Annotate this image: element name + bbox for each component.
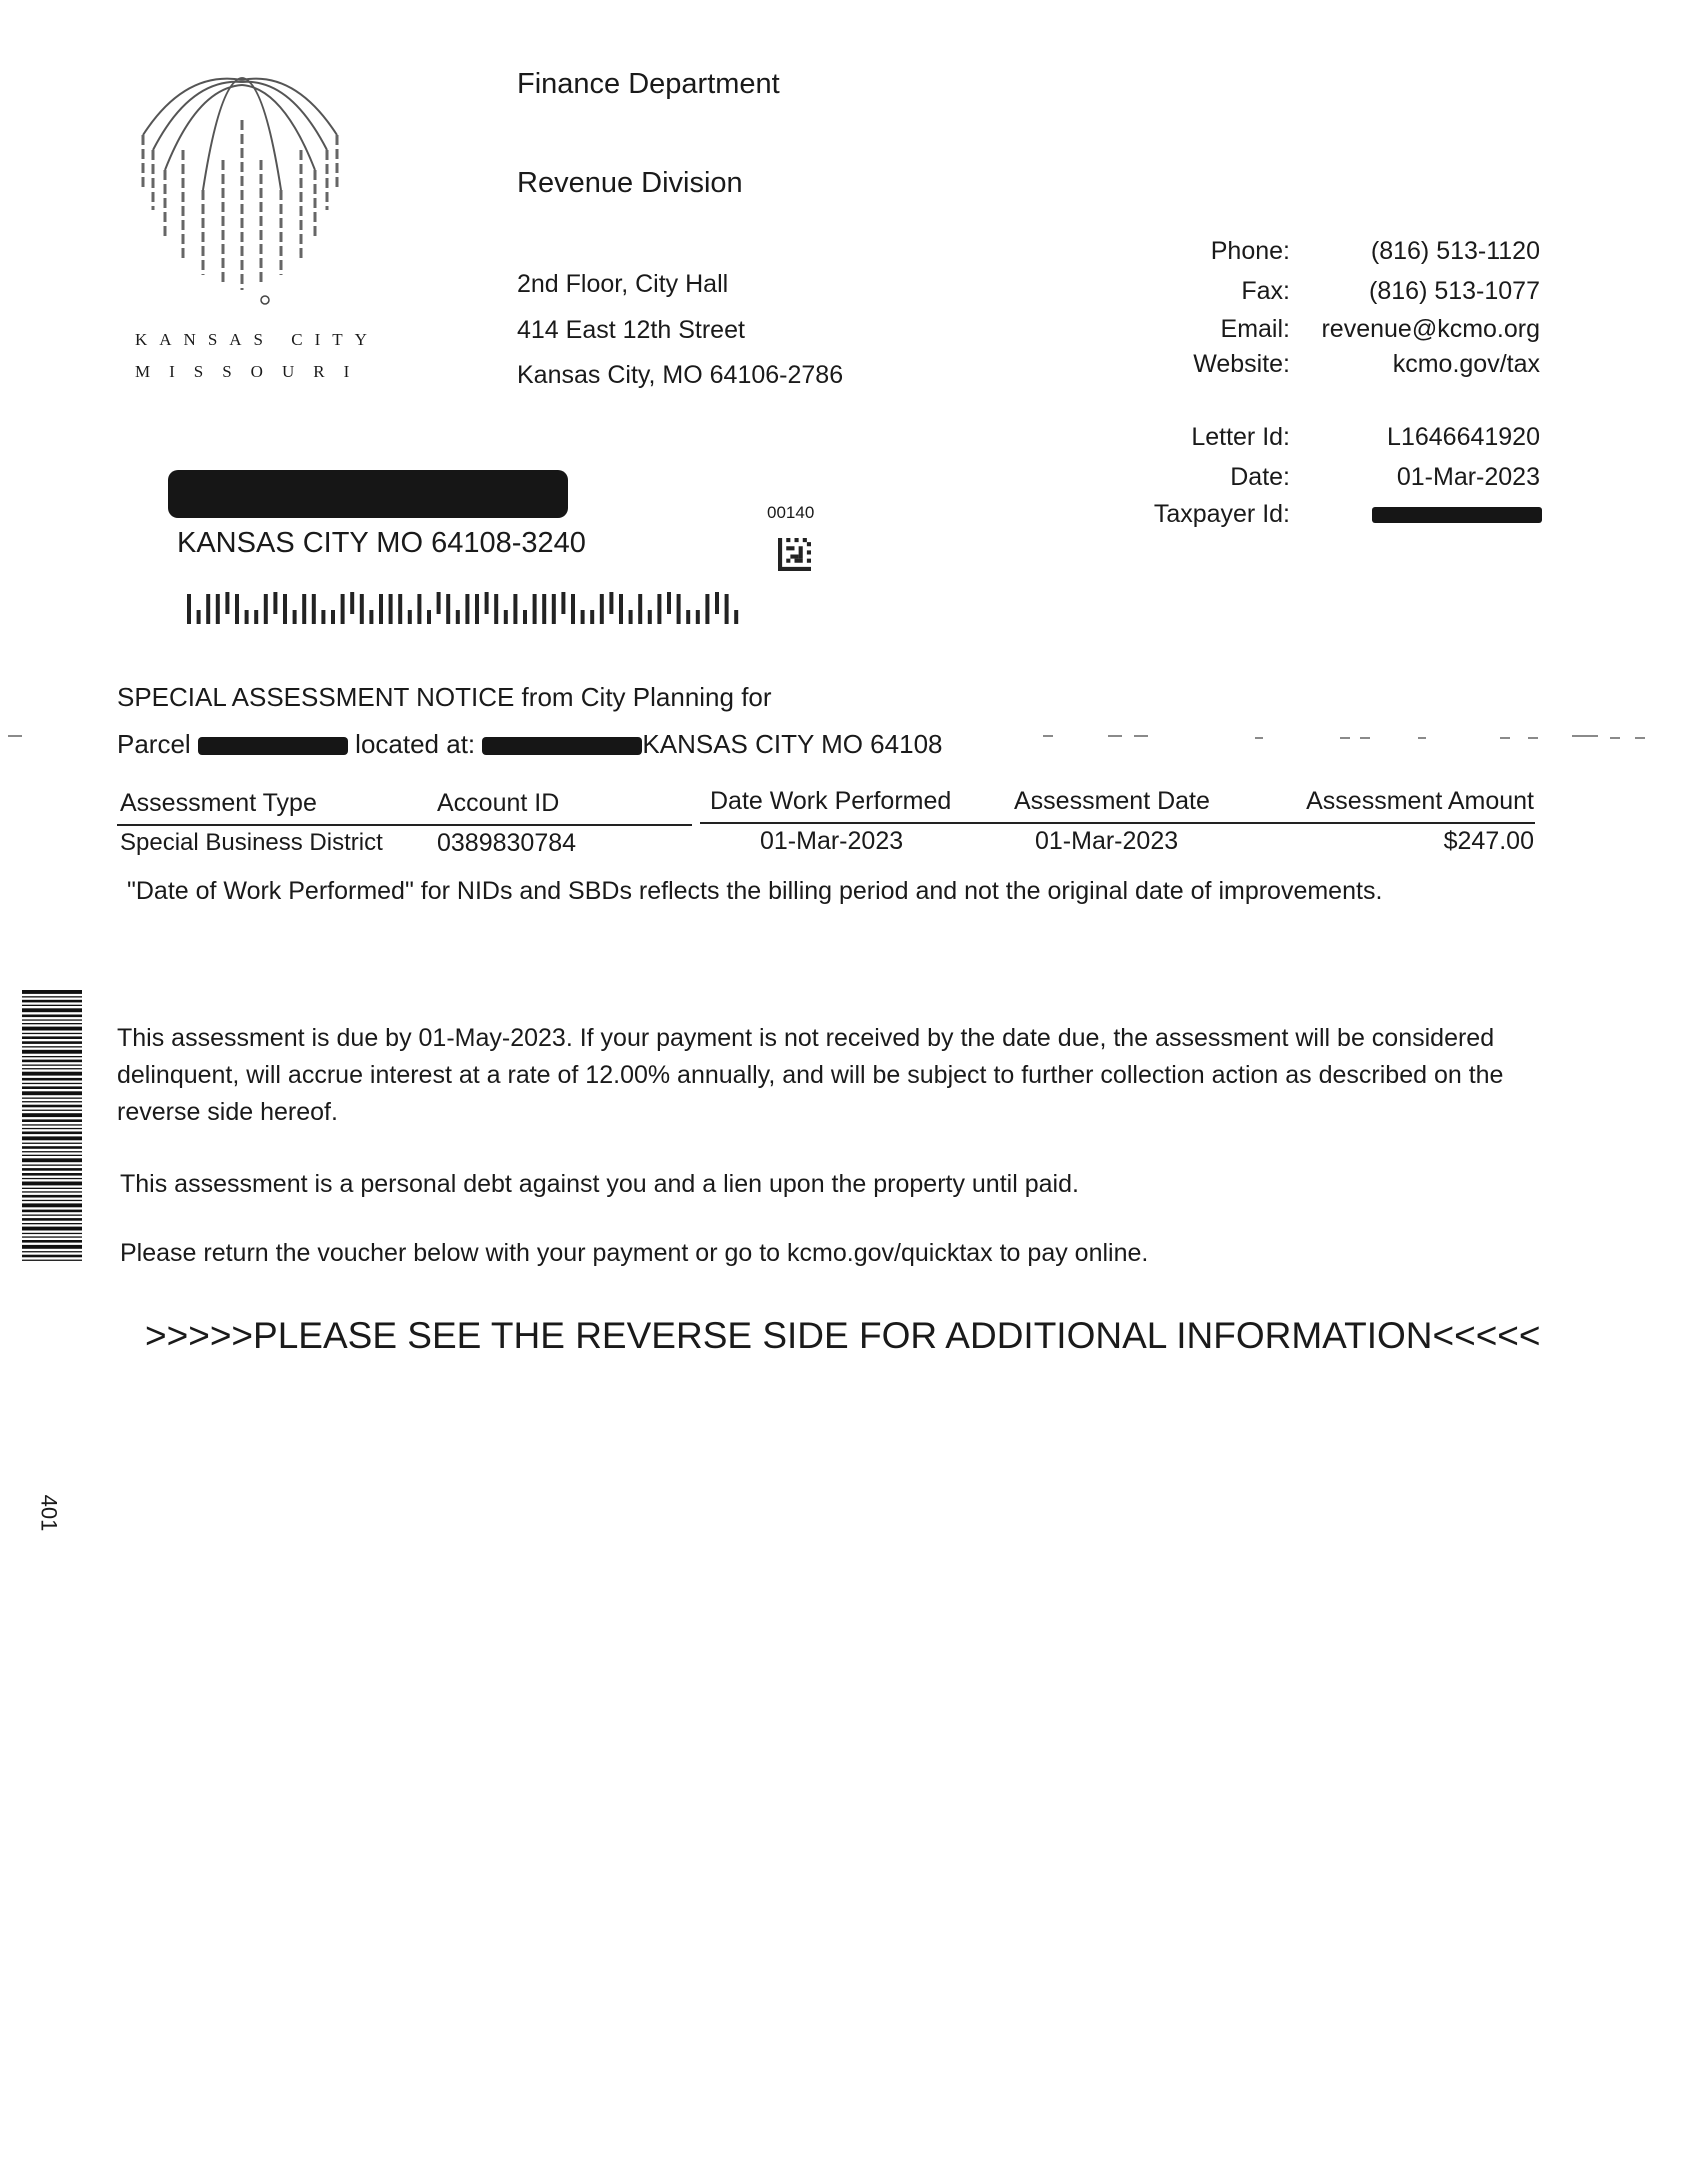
side-barcode-stripe [22,1168,82,1171]
barcode-bar [638,594,642,624]
barcode-bar [197,610,201,624]
barcode-bar [494,594,498,624]
table-header-assessment-date: Assessment Date [1014,787,1210,815]
side-barcode-stripe [22,1158,82,1162]
side-barcode-stripe [22,1236,82,1237]
barcode-bar [533,594,537,624]
side-barcode-stripe [22,1178,82,1179]
scan-dash [1340,737,1350,739]
barcode-bar [456,610,460,624]
barcode-bar [273,592,277,614]
barcode-bar [408,610,412,624]
due-date-paragraph: This assessment is due by 01-May-2023. If your payment is not received by the date due, the assessment will be considered delinquent, will accrue interest at a rate of 12.00% annually, and will be subject to further collection action as described on the reverse side hereof. [117,1024,1504,1126]
barcode-bar [216,594,220,624]
mail-sequence-number: 00140 [767,503,815,522]
side-barcode-stripe [22,996,82,997]
table-header-assessment-amount: Assessment Amount [1306,787,1534,815]
barcode-bar [312,594,316,624]
barcode-bar [398,594,402,624]
barcode-bar [283,594,287,624]
located-label: located at: [355,729,476,759]
barcode-bar [581,610,585,624]
table-header-rule-left [117,824,692,826]
barcode-bar [629,610,633,624]
fountain-logo-icon [125,60,360,310]
barcode-bar [523,610,527,624]
barcode-bar [321,610,325,624]
location-city: KANSAS CITY MO 64108 [642,729,943,759]
side-barcode-stripe [22,1015,82,1018]
barcode-bar [331,610,335,624]
side-barcode-stripe [22,1245,82,1249]
barcode-bar [552,594,556,624]
barcode-bar [293,610,297,624]
barcode-bar [667,592,671,614]
side-barcode-stripe [22,1041,82,1044]
side-barcode-stripe [22,1056,82,1057]
side-barcode-stripe [22,1072,82,1076]
barcode-bar [187,594,191,624]
parcel-label: Parcel [117,729,191,759]
side-barcode-stripe [22,1086,82,1089]
side-barcode-stripe [22,1223,82,1224]
barcode-bar [302,594,306,624]
barcode-bar [235,594,239,624]
logo-state-text: MISSOURI [135,362,369,381]
barcode-bar [600,594,604,624]
taxpayer-id-label: Taxpayer Id: [1153,500,1290,528]
barcode-bar [677,594,681,624]
side-barcode-stripe [22,1060,82,1063]
side-barcode-stripe [22,1173,82,1176]
side-barcode-stripe [22,1098,82,1099]
side-barcode-stripe [22,1105,82,1108]
side-barcode-stripe [22,1240,82,1243]
side-barcode-stripe [22,1027,82,1031]
side-barcode-stripe [22,1200,82,1201]
barcode-bar [657,594,661,624]
side-barcode-stripe [22,1033,82,1034]
barcode-bar [648,610,652,624]
scan-dash [8,735,22,737]
notice-title: SPECIAL ASSESSMENT NOTICE from City Planning for [117,682,772,712]
scan-dash [1418,737,1426,739]
side-barcode-stripe [22,1113,82,1117]
logo-city-text: KANSAS CITY [135,330,379,349]
barcode-bar [475,594,479,624]
recipient-name-redacted [168,470,568,518]
letter-id-label: Letter Id: [1191,423,1290,451]
scan-dash [1043,735,1053,737]
postal-barcode [185,592,755,629]
email-value: revenue@kcmo.org [1321,315,1540,343]
qr-code-icon [778,538,811,571]
parcel-id-redacted [198,737,348,755]
barcode-bar [619,594,623,624]
side-barcode-stripe [22,1124,82,1125]
fax-value: (816) 513-1077 [1369,277,1540,305]
side-barcode-stripe [22,1165,82,1166]
barcode-bar [206,594,210,624]
side-barcode-stripe [22,1215,82,1216]
department-name: Finance Department [517,68,780,100]
barcode-bar [341,594,345,624]
assessment-table [117,785,1535,865]
lien-paragraph: This assessment is a personal debt against you and a lien upon the property until paid. [120,1170,1079,1198]
barcode-bar [561,592,565,614]
table-header-account-id: Account ID [437,789,560,817]
barcode-bar [446,594,450,624]
cell-assessment-date: 01-Mar-2023 [1035,827,1179,855]
date-work-performed-note: "Date of Work Performed" for NIDs and SBDs reflects the billing period and not the original date of improvements. [127,877,1383,905]
side-barcode-stripe [22,1023,82,1024]
side-barcode-stripe [22,1188,82,1189]
side-barcode-stripe [22,1227,82,1231]
scan-dash [1108,735,1122,737]
side-barcode-stripe [22,1182,82,1186]
side-barcode-stripe [22,1132,82,1135]
office-address-line-2: 414 East 12th Street [517,316,745,344]
scan-dash [1134,735,1148,737]
side-barcode-stripe [22,1036,82,1039]
side-barcode-stripe [22,1000,82,1003]
cell-account-id: 0389830784 [437,829,577,857]
side-barcode-stripe [22,1128,82,1129]
side-barcode-stripe [22,1078,82,1081]
side-barcode [22,990,82,1320]
barcode-bar [504,610,508,624]
side-barcode-stripe [22,1151,82,1152]
side-barcode-stripe [22,1091,82,1095]
division-name: Revenue Division [517,167,743,199]
side-barcode-stripe [22,1065,82,1066]
barcode-bar [360,594,364,624]
office-address-line-3: Kansas City, MO 64106-2786 [517,361,844,389]
barcode-bar [254,610,258,624]
side-barcode-stripe [22,1146,82,1149]
barcode-bar [696,610,700,624]
barcode-bar [369,610,373,624]
table-row [117,827,1535,863]
side-barcode-stripe [22,1068,82,1069]
table-header-assessment-type: Assessment Type [120,789,317,817]
side-barcode-stripe [22,990,82,994]
side-barcode-stripe [22,1143,82,1144]
scan-dash [1360,737,1370,739]
barcode-bar [513,594,517,624]
barcode-bar [715,592,719,614]
barcode-bar [417,594,421,624]
taxpayer-id-redacted [1372,507,1542,523]
barcode-bar [437,592,441,614]
barcode-bar [725,594,729,624]
side-barcode-stripe [22,1233,82,1234]
fax-label: Fax: [1241,277,1290,305]
scan-dash [1500,737,1510,739]
cell-assessment-amount: $247.00 [1443,827,1534,855]
table-header-date-work-performed: Date Work Performed [710,787,952,815]
barcode-bar [609,592,613,614]
side-barcode-stripe [22,1218,82,1221]
scan-dash [1572,735,1598,737]
side-barcode-stripe [22,1050,82,1054]
location-address-redacted [482,737,642,755]
side-page-number: 401 [36,1494,62,1532]
barcode-bar [705,594,709,624]
side-barcode-stripe [22,1083,82,1084]
barcode-bar [264,594,268,624]
barcode-bar [590,610,594,624]
side-barcode-stripe [22,1255,82,1258]
barcode-bar [350,592,354,614]
side-barcode-stripe [22,1019,82,1020]
email-label: Email: [1220,315,1290,343]
side-barcode-stripe [22,1101,82,1102]
side-barcode-stripe [22,1251,82,1252]
letter-id-value: L1646641920 [1387,423,1540,451]
website-label: Website: [1193,350,1290,378]
website-value: kcmo.gov/tax [1392,350,1540,378]
side-barcode-stripe [22,1119,82,1122]
table-header-rule-right [700,822,1535,824]
barcode-bar [686,610,690,624]
kansas-city-logo [125,60,379,381]
cell-date-work-performed: 01-Mar-2023 [760,827,904,855]
office-address-line-1: 2nd Floor, City Hall [517,270,729,298]
side-barcode-stripe [22,1155,82,1156]
scan-dash [1528,737,1538,739]
date-label: Date: [1230,463,1290,491]
side-barcode-stripe [22,1008,82,1012]
side-barcode-stripe [22,1046,82,1047]
barcode-bar [465,594,469,624]
scan-dash [1610,737,1620,739]
cell-assessment-type: Special Business District [120,829,383,856]
barcode-bar [485,592,489,614]
side-barcode-stripe [22,1195,82,1198]
parcel-line [117,729,1017,763]
barcode-bar [225,592,229,614]
barcode-bar [389,594,393,624]
barcode-bar [427,610,431,624]
side-barcode-stripe [22,1191,82,1192]
recipient-city-line: KANSAS CITY MO 64108-3240 [177,527,586,559]
barcode-bar [245,610,249,624]
phone-label: Phone: [1210,237,1290,265]
reverse-side-notice: >>>>>PLEASE SEE THE REVERSE SIDE FOR ADDITIONAL INFORMATION<<<<< [145,1315,1541,1356]
voucher-paragraph: Please return the voucher below with your payment or go to kcmo.gov/quicktax to pay online. [120,1239,1149,1267]
phone-value: (816) 513-1120 [1370,237,1540,265]
scan-dash [1635,737,1645,739]
barcode-bar [379,594,383,624]
side-barcode-stripe [22,1110,82,1111]
scan-dash [1255,737,1263,739]
side-barcode-stripe [22,1136,82,1140]
date-value: 01-Mar-2023 [1396,463,1540,491]
side-barcode-stripe [22,1260,82,1261]
side-barcode-stripe [22,1210,82,1213]
barcode-bar [571,594,575,624]
side-barcode-stripe [22,1005,82,1006]
side-barcode-stripe [22,1203,82,1207]
barcode-bar [542,594,546,624]
barcode-bar [734,610,738,624]
